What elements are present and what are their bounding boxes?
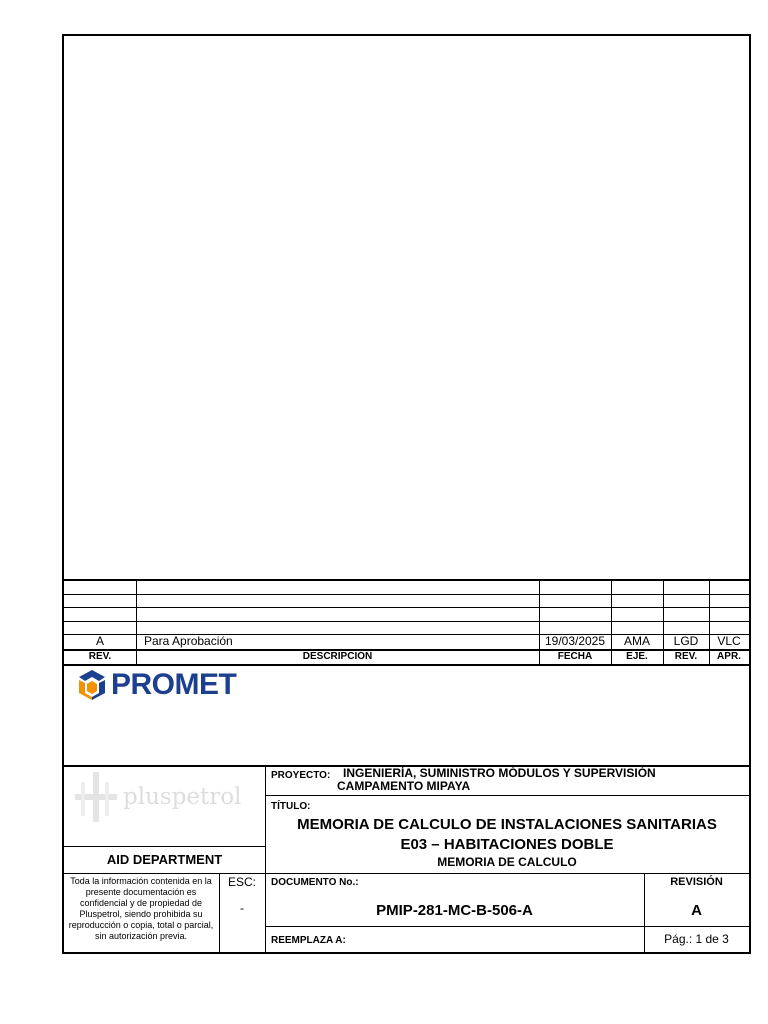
apr-header: APR. — [717, 651, 741, 662]
revtable-line — [64, 621, 749, 622]
title-label: TÍTULO: — [271, 801, 311, 812]
pluspetrol-mark-icon — [75, 772, 121, 822]
description-cell: Para Aprobación — [144, 634, 233, 648]
document-number: PMIP-281-MC-B-506-A — [376, 902, 533, 919]
apr-cell: VLC — [717, 634, 741, 648]
project-name-line2: CAMPAMENTO MIPAYA — [337, 779, 471, 793]
title-line2: E03 – HABITACIONES DOBLE — [400, 836, 614, 853]
promet-logo — [77, 668, 236, 702]
revtable-top-line — [64, 579, 749, 581]
titleblock-line — [64, 846, 265, 847]
promet-mark-icon — [77, 669, 107, 701]
scale-value: - — [240, 901, 244, 915]
title-line3: MEMORIA DE CALCULO — [437, 855, 577, 869]
document-number-label: DOCUMENTO No.: — [271, 877, 359, 888]
rev-by-header: REV. — [674, 651, 698, 662]
eje-header: EJE. — [626, 651, 648, 662]
replaces-label: REEMPLAZA A: — [271, 935, 346, 946]
scale-label: ESC: — [227, 875, 256, 889]
rev-by-cell: LGD — [673, 634, 699, 648]
confidentiality-notice: Toda la información contenida en la presente documentación es confidencial y de propiedad de Pluspetrol, siendo prohibida su reproducción o copia, total o parcial, sin autorización previa. — [68, 876, 214, 941]
page-number: Pág.: 1 de 3 — [664, 932, 729, 946]
department-label: AID DEPARTMENT — [106, 852, 223, 867]
revtable-bottom-line — [64, 664, 749, 666]
titleblock-line — [265, 926, 749, 927]
rev-header: REV. — [88, 651, 112, 662]
date-header: FECHA — [557, 651, 593, 662]
rev-cell: A — [95, 634, 104, 648]
eje-cell: AMA — [623, 634, 650, 648]
project-name-line1: INGENIERÍA, SUMINISTRO MÓDULOS Y SUPERVISIÓN — [343, 766, 656, 780]
description-header: DESCRIPCIÓN — [302, 651, 373, 662]
project-label: PROYECTO: — [271, 770, 331, 781]
pluspetrol-logo — [75, 770, 251, 826]
promet-wordmark: PROMET — [111, 668, 237, 701]
date-cell: 19/03/2025 — [544, 634, 606, 648]
titleblock-line — [64, 873, 749, 874]
revtable-line — [64, 607, 749, 608]
pluspetrol-wordmark: pluspetrol — [123, 784, 242, 810]
document-frame — [62, 34, 751, 954]
revision-value: A — [691, 902, 702, 919]
title-line1: MEMORIA DE CALCULO DE INSTALACIONES SANITARIAS — [297, 816, 717, 833]
revtable-line — [64, 594, 749, 595]
revision-label: REVISIÓN — [670, 876, 723, 888]
titleblock-line — [265, 795, 749, 796]
